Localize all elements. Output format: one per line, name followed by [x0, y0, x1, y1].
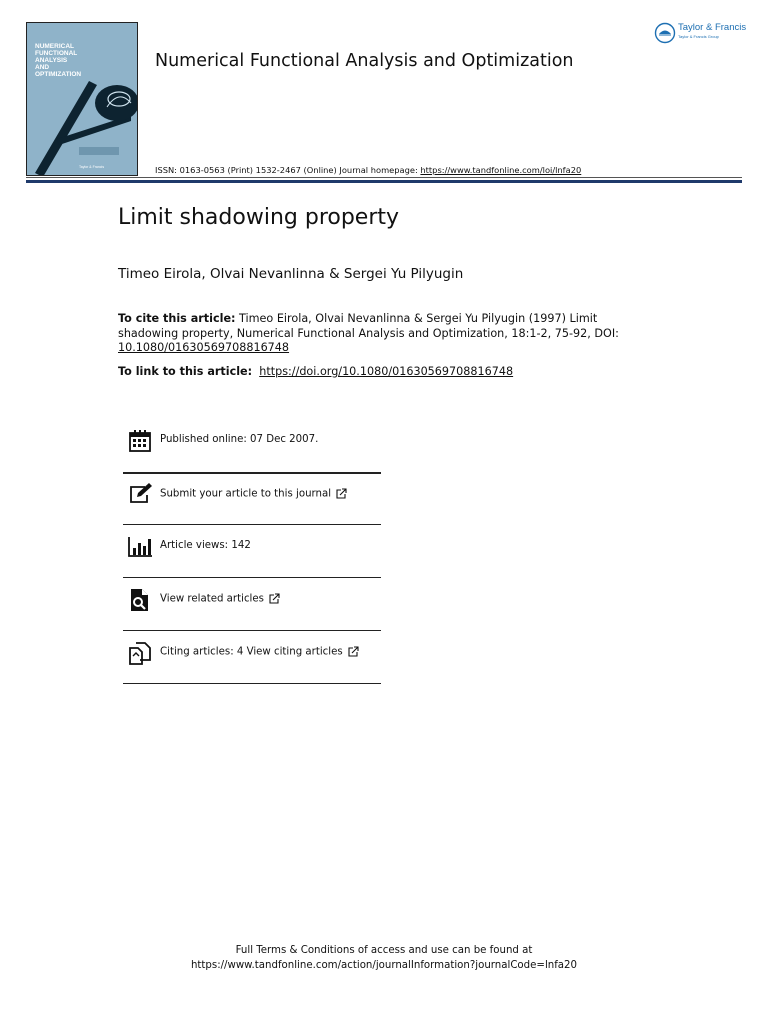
journal-title: Numerical Functional Analysis and Optimization: [155, 51, 574, 71]
publisher-group: Taylor & Francis Group: [678, 34, 719, 39]
divider: [123, 630, 381, 631]
footer-line-1: Full Terms & Conditions of access and use can be found at: [235, 945, 533, 956]
related-articles-row[interactable]: [123, 587, 381, 627]
external-link-icon: [348, 646, 359, 657]
published-row: [123, 428, 381, 468]
cite-doi-link[interactable]: 10.1080/01630569708816748: [118, 341, 290, 354]
divider: [123, 524, 381, 525]
divider: [123, 577, 381, 578]
header-rule-thick: [26, 180, 742, 183]
calendar-icon: [127, 428, 153, 454]
publisher-logo: [654, 21, 754, 47]
external-link-icon: [269, 593, 280, 604]
cite-label: To cite this article:: [118, 312, 236, 325]
article-authors: Timeo Eirola, Olvai Nevanlinna & Sergei Yu Pilyugin: [118, 266, 464, 282]
related-articles-link[interactable]: View related articles: [160, 593, 280, 605]
cover-title: NUMERICAL FUNCTIONAL ANALYSIS AND OPTIMIZATION: [35, 43, 82, 78]
taylor-francis-icon: [654, 22, 676, 44]
article-title: Limit shadowing property: [118, 205, 400, 230]
submit-article-link[interactable]: Submit your article to this journal: [160, 488, 347, 500]
header-rule: [26, 177, 742, 178]
cover-publisher-badge: Taylor & Francis: [79, 165, 105, 169]
search-document-icon: [127, 587, 153, 613]
citing-articles-link[interactable]: Citing articles: 4 View citing articles: [160, 646, 359, 658]
journal-cover: [26, 22, 138, 176]
submit-article-row[interactable]: [123, 482, 381, 522]
cite-text: Timeo Eirola, Olvai Nevanlinna & Sergei Yu Pilyugin (1997) Limit shadowing property, Numerical Functional Analysis and Optimization, 18:1-2, 75-92, DOI:: [118, 312, 619, 340]
journal-homepage-link[interactable]: https://www.tandfonline.com/loi/lnfa20: [420, 165, 582, 175]
issn-line: [155, 165, 581, 175]
published-date: Published online: 07 Dec 2007.: [160, 434, 319, 445]
link-label: To link to this article:: [118, 365, 253, 378]
citing-articles-row[interactable]: [123, 640, 381, 680]
article-views: Article views: 142: [160, 540, 251, 551]
external-link-icon: [336, 488, 347, 499]
divider: [123, 683, 381, 684]
article-views-row: [123, 534, 381, 574]
edit-icon: [127, 482, 153, 508]
publisher-name: Taylor & Francis: [678, 22, 747, 33]
footer-terms-link[interactable]: https://www.tandfonline.com/action/journalInformation?journalCode=lnfa20: [190, 960, 578, 971]
divider: [123, 472, 381, 474]
article-doi-link[interactable]: https://doi.org/10.1080/01630569708816748: [259, 365, 514, 378]
article-link-block: [118, 365, 513, 378]
citing-icon: [127, 640, 153, 666]
bar-chart-icon: [127, 534, 153, 560]
issn-text: ISSN: 0163-0563 (Print) 1532-2467 (Online) Journal homepage:: [155, 165, 421, 175]
citation-block: [118, 312, 638, 356]
footer-terms: [0, 943, 768, 973]
